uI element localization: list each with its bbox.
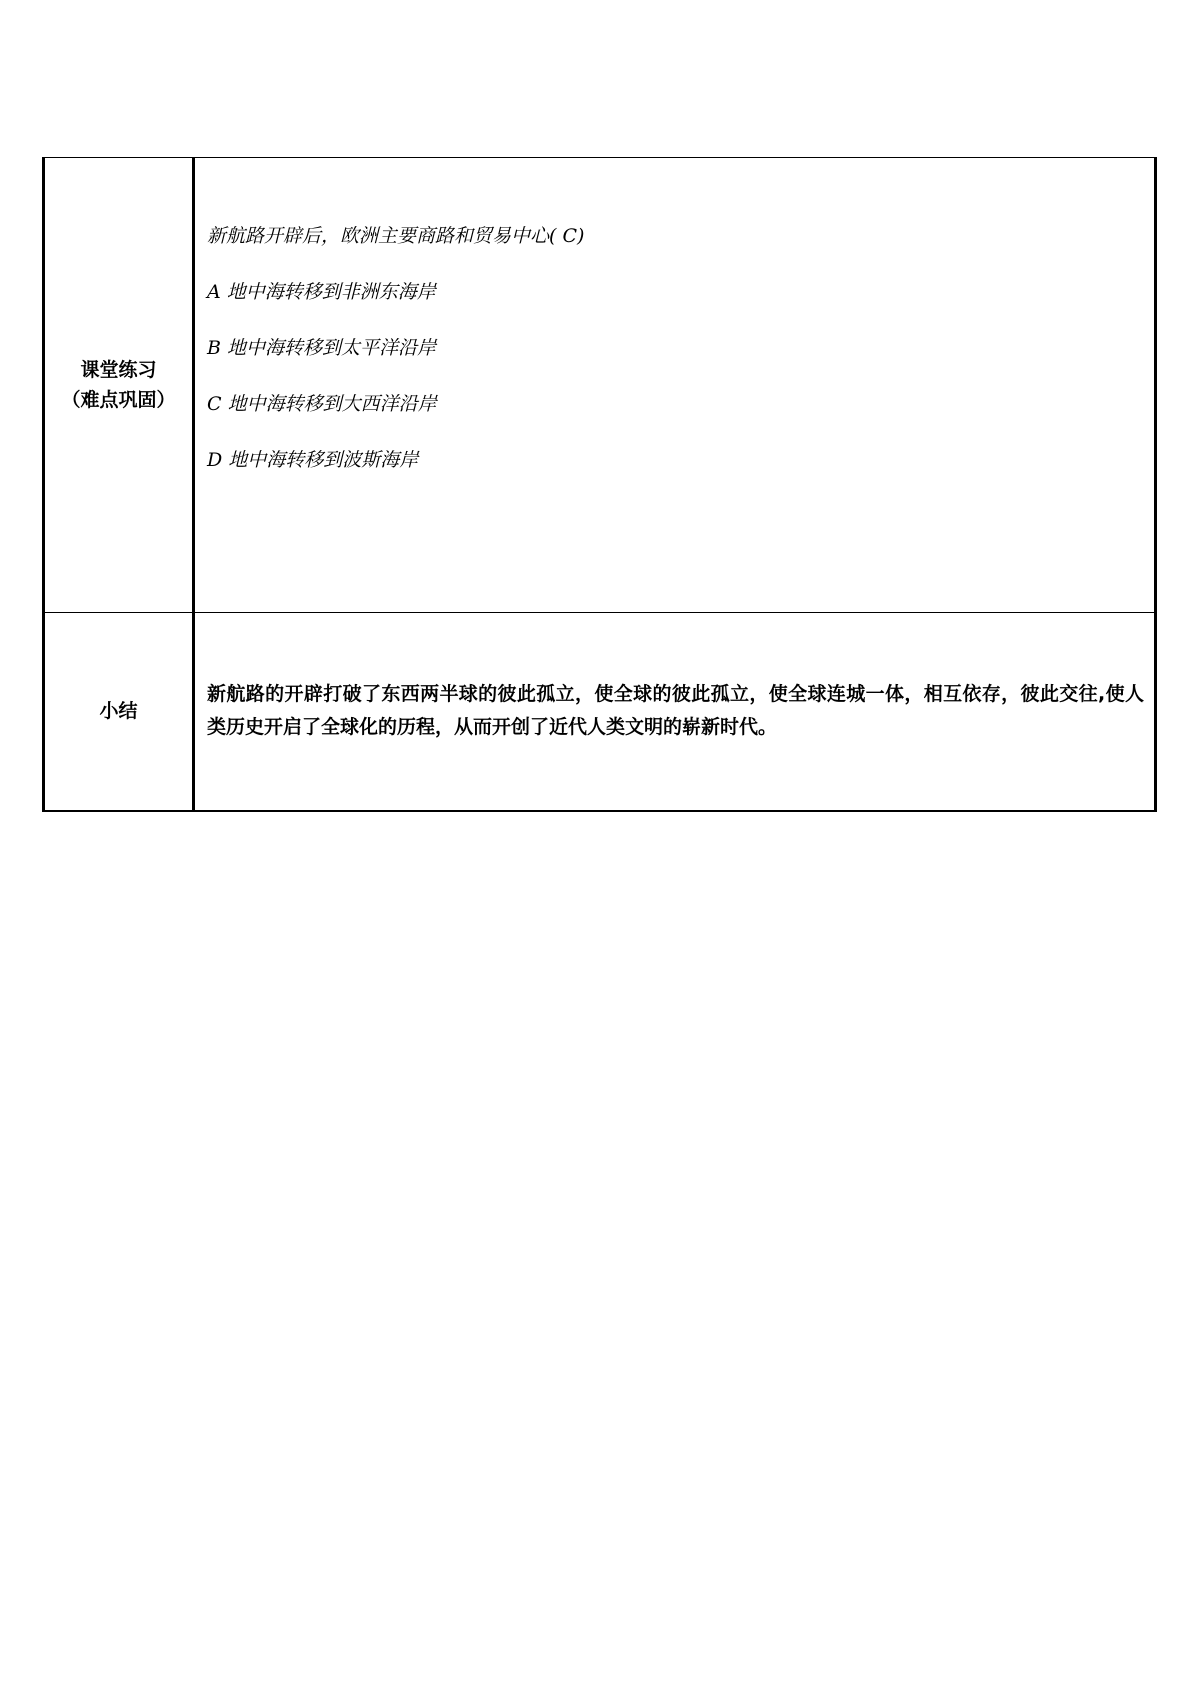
practice-content-cell [194, 158, 1156, 613]
practice-option-c: C 地中海转移到大西洋沿岸 [207, 393, 437, 415]
practice-row [44, 158, 1156, 613]
practice-label-subtitle: （难点巩固） [61, 389, 176, 411]
practice-label-cell [44, 158, 194, 613]
practice-content [195, 158, 1154, 612]
summary-text: 新航路的开辟打破了东西两半球的彼此孤立，使全球的彼此孤立，使全球连城一体，相互依存，彼此交往,使人类历史开启了全球化的历程，从而开创了近代人类文明的崭新时代。 [207, 683, 1144, 739]
summary-label-cell [44, 613, 194, 811]
practice-option-d: D 地中海转移到波斯海岸 [207, 449, 419, 471]
practice-label-title: 课堂练习 [80, 359, 157, 381]
lesson-table [42, 157, 1157, 812]
practice-option-b: B 地中海转移到太平洋沿岸 [207, 337, 437, 359]
summary-label: 小结 [99, 700, 138, 723]
practice-option-a: A 地中海转移到非洲东海岸 [207, 281, 436, 303]
practice-question: 新航路开辟后，欧洲主要商路和贸易中心( C) [207, 225, 585, 247]
summary-row [44, 613, 1156, 811]
summary-content-cell [194, 613, 1156, 811]
